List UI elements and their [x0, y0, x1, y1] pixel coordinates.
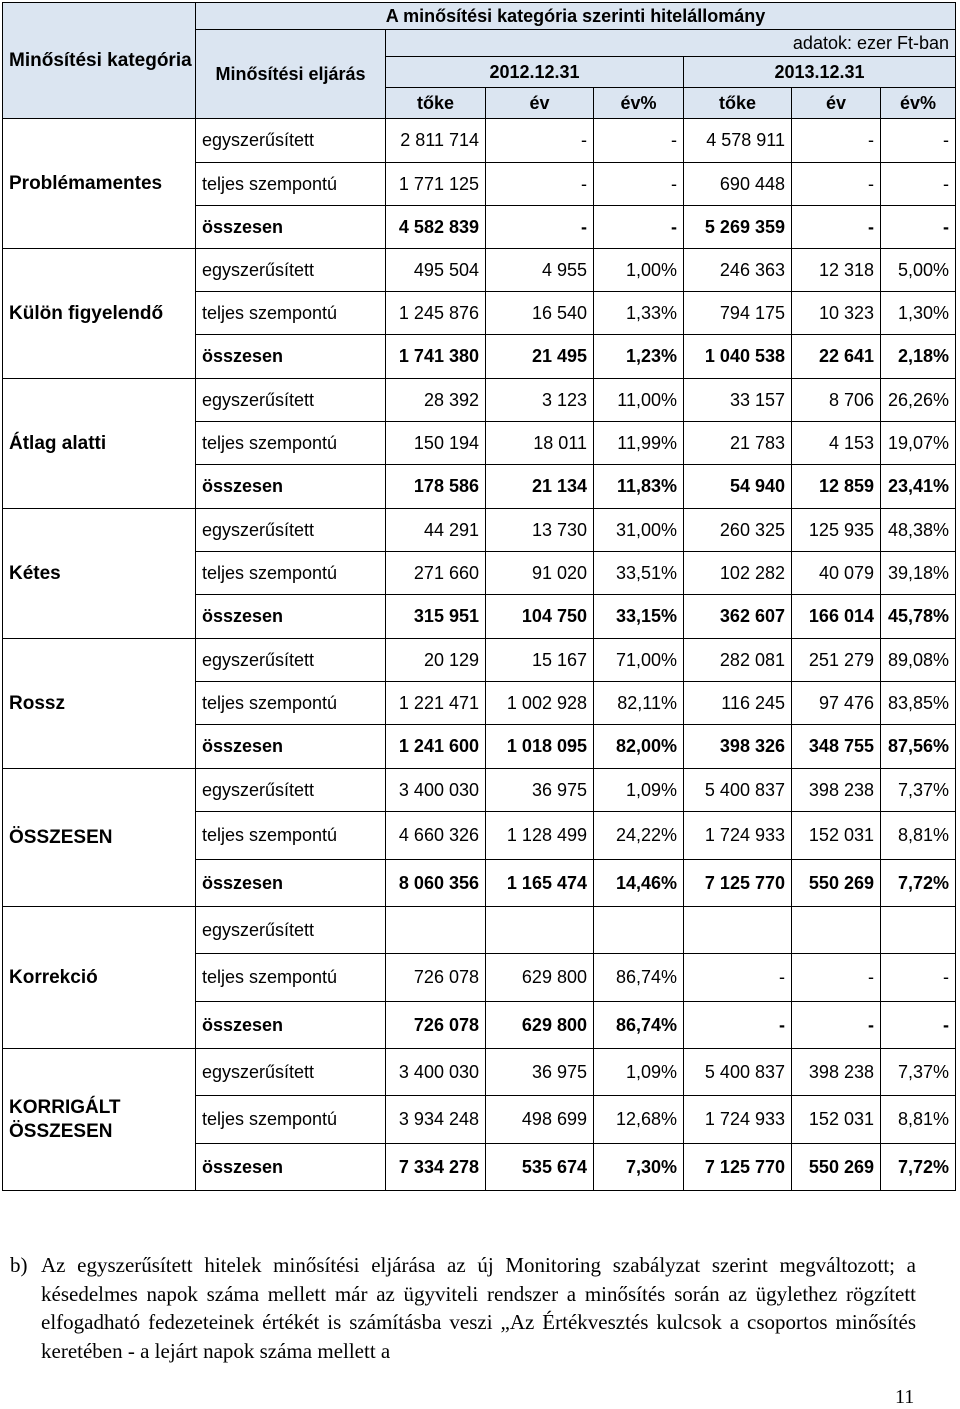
value-cell: 1 221 471 — [386, 682, 486, 725]
value-cell: 550 269 — [792, 1144, 881, 1191]
procedure-label: teljes szempontú — [196, 682, 386, 725]
value-cell: 16 540 — [486, 292, 594, 335]
value-cell: 12 859 — [792, 465, 881, 509]
procedure-label: teljes szempontú — [196, 1096, 386, 1144]
procedure-label: teljes szempontú — [196, 422, 386, 465]
value-cell: 116 245 — [684, 682, 792, 725]
value-cell: 21 783 — [684, 422, 792, 465]
unit-note: adatok: ezer Ft-ban — [386, 30, 956, 57]
value-cell: 348 755 — [792, 725, 881, 769]
value-cell: - — [881, 119, 956, 163]
value-cell: 362 607 — [684, 595, 792, 639]
value-cell: 535 674 — [486, 1144, 594, 1191]
value-cell: 44 291 — [386, 509, 486, 552]
table-row — [3, 1049, 956, 1096]
value-cell: 7 334 278 — [386, 1144, 486, 1191]
value-cell: 104 750 — [486, 595, 594, 639]
value-cell: 7,72% — [881, 860, 956, 907]
value-cell: 11,83% — [594, 465, 684, 509]
value-cell: - — [881, 163, 956, 206]
value-cell — [792, 907, 881, 954]
value-cell: 40 079 — [792, 552, 881, 595]
value-cell: 18 011 — [486, 422, 594, 465]
value-cell: 4 582 839 — [386, 206, 486, 249]
value-cell: 7 125 770 — [684, 1144, 792, 1191]
procedure-label: egyszerűsített — [196, 119, 386, 163]
value-cell: 1,30% — [881, 292, 956, 335]
procedure-label: teljes szempontú — [196, 812, 386, 860]
value-cell: 690 448 — [684, 163, 792, 206]
category-cell: ÖSSZESEN — [3, 769, 196, 907]
value-cell: 8 060 356 — [386, 860, 486, 907]
value-cell: 12 318 — [792, 249, 881, 292]
value-cell: 3 400 030 — [386, 1049, 486, 1096]
value-cell: - — [486, 163, 594, 206]
value-cell: - — [486, 119, 594, 163]
value-cell: - — [792, 206, 881, 249]
value-cell: 398 238 — [792, 1049, 881, 1096]
procedure-label: összesen — [196, 206, 386, 249]
procedure-label: egyszerűsített — [196, 639, 386, 682]
table-row — [3, 907, 956, 954]
value-cell: 48,38% — [881, 509, 956, 552]
value-cell: 31,00% — [594, 509, 684, 552]
value-cell — [881, 907, 956, 954]
procedure-label: egyszerűsített — [196, 379, 386, 422]
value-cell: 260 325 — [684, 509, 792, 552]
value-cell: 152 031 — [792, 1096, 881, 1144]
value-cell: - — [792, 119, 881, 163]
category-cell: Kétes — [3, 509, 196, 639]
value-cell — [386, 907, 486, 954]
value-cell: 7,30% — [594, 1144, 684, 1191]
value-cell: 86,74% — [594, 1002, 684, 1049]
value-cell: - — [486, 206, 594, 249]
value-cell: 1 724 933 — [684, 1096, 792, 1144]
value-cell: 178 586 — [386, 465, 486, 509]
value-cell: 26,26% — [881, 379, 956, 422]
value-cell: 10 323 — [792, 292, 881, 335]
table-header — [3, 3, 956, 119]
subheader-evpct-2013: év% — [881, 88, 956, 119]
page-number: 11 — [895, 1386, 915, 1408]
procedure-label: egyszerűsített — [196, 769, 386, 812]
value-cell: - — [792, 954, 881, 1002]
value-cell: 794 175 — [684, 292, 792, 335]
value-cell: 8,81% — [881, 1096, 956, 1144]
value-cell: 251 279 — [792, 639, 881, 682]
value-cell: 22 641 — [792, 335, 881, 379]
value-cell: 33 157 — [684, 379, 792, 422]
value-cell: 5 400 837 — [684, 1049, 792, 1096]
procedure-label: összesen — [196, 1144, 386, 1191]
paragraph-label: b) — [10, 1253, 28, 1277]
value-cell: 71,00% — [594, 639, 684, 682]
table-row — [3, 639, 956, 682]
value-cell: - — [881, 206, 956, 249]
subheader-evpct-2012: év% — [594, 88, 684, 119]
value-cell: 398 238 — [792, 769, 881, 812]
value-cell: 726 078 — [386, 1002, 486, 1049]
procedure-label: teljes szempontú — [196, 292, 386, 335]
value-cell: 8 706 — [792, 379, 881, 422]
value-cell: 33,51% — [594, 552, 684, 595]
value-cell: - — [594, 206, 684, 249]
value-cell: 11,99% — [594, 422, 684, 465]
value-cell: 20 129 — [386, 639, 486, 682]
value-cell: - — [684, 1002, 792, 1049]
value-cell: 39,18% — [881, 552, 956, 595]
value-cell: 87,56% — [881, 725, 956, 769]
value-cell: 1,00% — [594, 249, 684, 292]
value-cell: 629 800 — [486, 954, 594, 1002]
table-row — [3, 769, 956, 812]
value-cell: 1,23% — [594, 335, 684, 379]
value-cell: 7 125 770 — [684, 860, 792, 907]
value-cell: 1 724 933 — [684, 812, 792, 860]
value-cell: 1 128 499 — [486, 812, 594, 860]
value-cell: 5 269 359 — [684, 206, 792, 249]
value-cell: 14,46% — [594, 860, 684, 907]
value-cell: 4 153 — [792, 422, 881, 465]
value-cell: 8,81% — [881, 812, 956, 860]
value-cell: 12,68% — [594, 1096, 684, 1144]
value-cell: 7,37% — [881, 1049, 956, 1096]
procedure-label: összesen — [196, 860, 386, 907]
value-cell: 54 940 — [684, 465, 792, 509]
header-procedure: Minősítési eljárás — [196, 30, 386, 119]
value-cell: 13 730 — [486, 509, 594, 552]
value-cell: 2,18% — [881, 335, 956, 379]
value-cell: - — [594, 119, 684, 163]
procedure-label: teljes szempontú — [196, 552, 386, 595]
value-cell: 282 081 — [684, 639, 792, 682]
value-cell: - — [792, 163, 881, 206]
value-cell: 3 123 — [486, 379, 594, 422]
value-cell: 23,41% — [881, 465, 956, 509]
value-cell: 152 031 — [792, 812, 881, 860]
table-row — [3, 119, 956, 163]
procedure-label: összesen — [196, 595, 386, 639]
subheader-ev-2013: év — [792, 88, 881, 119]
value-cell: 7,37% — [881, 769, 956, 812]
year-header-2012: 2012.12.31 — [386, 57, 684, 88]
year-header-2013: 2013.12.31 — [684, 57, 956, 88]
value-cell: 3 934 248 — [386, 1096, 486, 1144]
value-cell: 4 578 911 — [684, 119, 792, 163]
category-cell: Külön figyelendő — [3, 249, 196, 379]
value-cell: 4 660 326 — [386, 812, 486, 860]
value-cell: 550 269 — [792, 860, 881, 907]
table-row — [3, 249, 956, 292]
value-cell: 19,07% — [881, 422, 956, 465]
table-title: A minősítési kategória szerinti hitelállomány — [196, 3, 956, 30]
procedure-label: összesen — [196, 1002, 386, 1049]
value-cell: 5 400 837 — [684, 769, 792, 812]
category-cell: Átlag alatti — [3, 379, 196, 509]
value-cell: 24,22% — [594, 812, 684, 860]
value-cell: 726 078 — [386, 954, 486, 1002]
value-cell: 3 400 030 — [386, 769, 486, 812]
category-cell: Problémamentes — [3, 119, 196, 249]
value-cell: 1 018 095 — [486, 725, 594, 769]
value-cell: 86,74% — [594, 954, 684, 1002]
value-cell: 82,11% — [594, 682, 684, 725]
procedure-label: teljes szempontú — [196, 954, 386, 1002]
value-cell — [486, 907, 594, 954]
value-cell: 33,15% — [594, 595, 684, 639]
value-cell: 102 282 — [684, 552, 792, 595]
table-body — [3, 119, 956, 1191]
value-cell: 1 002 928 — [486, 682, 594, 725]
subheader-toke-2013: tőke — [684, 88, 792, 119]
value-cell: 498 699 — [486, 1096, 594, 1144]
value-cell: 629 800 — [486, 1002, 594, 1049]
value-cell: - — [881, 1002, 956, 1049]
procedure-label: egyszerűsített — [196, 509, 386, 552]
table-row — [3, 509, 956, 552]
footnote-paragraph — [10, 1251, 916, 1365]
value-cell: 1 241 600 — [386, 725, 486, 769]
value-cell: 11,00% — [594, 379, 684, 422]
value-cell: 45,78% — [881, 595, 956, 639]
procedure-label: egyszerűsített — [196, 1049, 386, 1096]
loan-portfolio-table — [2, 2, 956, 1191]
value-cell: 28 392 — [386, 379, 486, 422]
value-cell: 1 165 474 — [486, 860, 594, 907]
value-cell: 2 811 714 — [386, 119, 486, 163]
value-cell: 21 495 — [486, 335, 594, 379]
value-cell: 97 476 — [792, 682, 881, 725]
value-cell: 125 935 — [792, 509, 881, 552]
value-cell: 91 020 — [486, 552, 594, 595]
value-cell: 21 134 — [486, 465, 594, 509]
procedure-label: teljes szempontú — [196, 163, 386, 206]
value-cell: 5,00% — [881, 249, 956, 292]
value-cell — [594, 907, 684, 954]
category-cell: Korrekció — [3, 907, 196, 1049]
value-cell: 82,00% — [594, 725, 684, 769]
value-cell: 15 167 — [486, 639, 594, 682]
category-cell: Rossz — [3, 639, 196, 769]
subheader-ev-2012: év — [486, 88, 594, 119]
value-cell: 271 660 — [386, 552, 486, 595]
header-category: Minősítési kategória — [3, 3, 196, 119]
procedure-label: összesen — [196, 465, 386, 509]
value-cell: 1 771 125 — [386, 163, 486, 206]
value-cell: 1,33% — [594, 292, 684, 335]
value-cell: - — [881, 954, 956, 1002]
value-cell — [684, 907, 792, 954]
value-cell: 83,85% — [881, 682, 956, 725]
procedure-label: egyszerűsített — [196, 907, 386, 954]
value-cell: 89,08% — [881, 639, 956, 682]
value-cell: 315 951 — [386, 595, 486, 639]
subheader-toke-2012: tőke — [386, 88, 486, 119]
table-row — [3, 379, 956, 422]
value-cell: 36 975 — [486, 769, 594, 812]
value-cell: 150 194 — [386, 422, 486, 465]
procedure-label: összesen — [196, 335, 386, 379]
value-cell: 4 955 — [486, 249, 594, 292]
procedure-label: összesen — [196, 725, 386, 769]
value-cell: 36 975 — [486, 1049, 594, 1096]
value-cell: 166 014 — [792, 595, 881, 639]
value-cell: 7,72% — [881, 1144, 956, 1191]
value-cell: 495 504 — [386, 249, 486, 292]
value-cell: 1,09% — [594, 769, 684, 812]
procedure-label: egyszerűsített — [196, 249, 386, 292]
value-cell: - — [594, 163, 684, 206]
value-cell: 246 363 — [684, 249, 792, 292]
value-cell: 1,09% — [594, 1049, 684, 1096]
value-cell: - — [792, 1002, 881, 1049]
value-cell: 1 040 538 — [684, 335, 792, 379]
category-cell: KORRIGÁLT ÖSSZESEN — [3, 1049, 196, 1191]
value-cell: - — [684, 954, 792, 1002]
value-cell: 398 326 — [684, 725, 792, 769]
value-cell: 1 245 876 — [386, 292, 486, 335]
value-cell: 1 741 380 — [386, 335, 486, 379]
paragraph-text: Az egyszerűsített hitelek minősítési eljárása az új Monitoring szabályzat szerint megváltozott; a késedelmes napok száma mellett már az ügyviteli rendszer a minősítés során az ügylethez rögzített elfogadható fedezeteinek értékét is számításba veszi „Az Értékvesztés kulcsok a csoportos minősítés keretében - a lejárt napok száma mellett a — [41, 1253, 916, 1363]
